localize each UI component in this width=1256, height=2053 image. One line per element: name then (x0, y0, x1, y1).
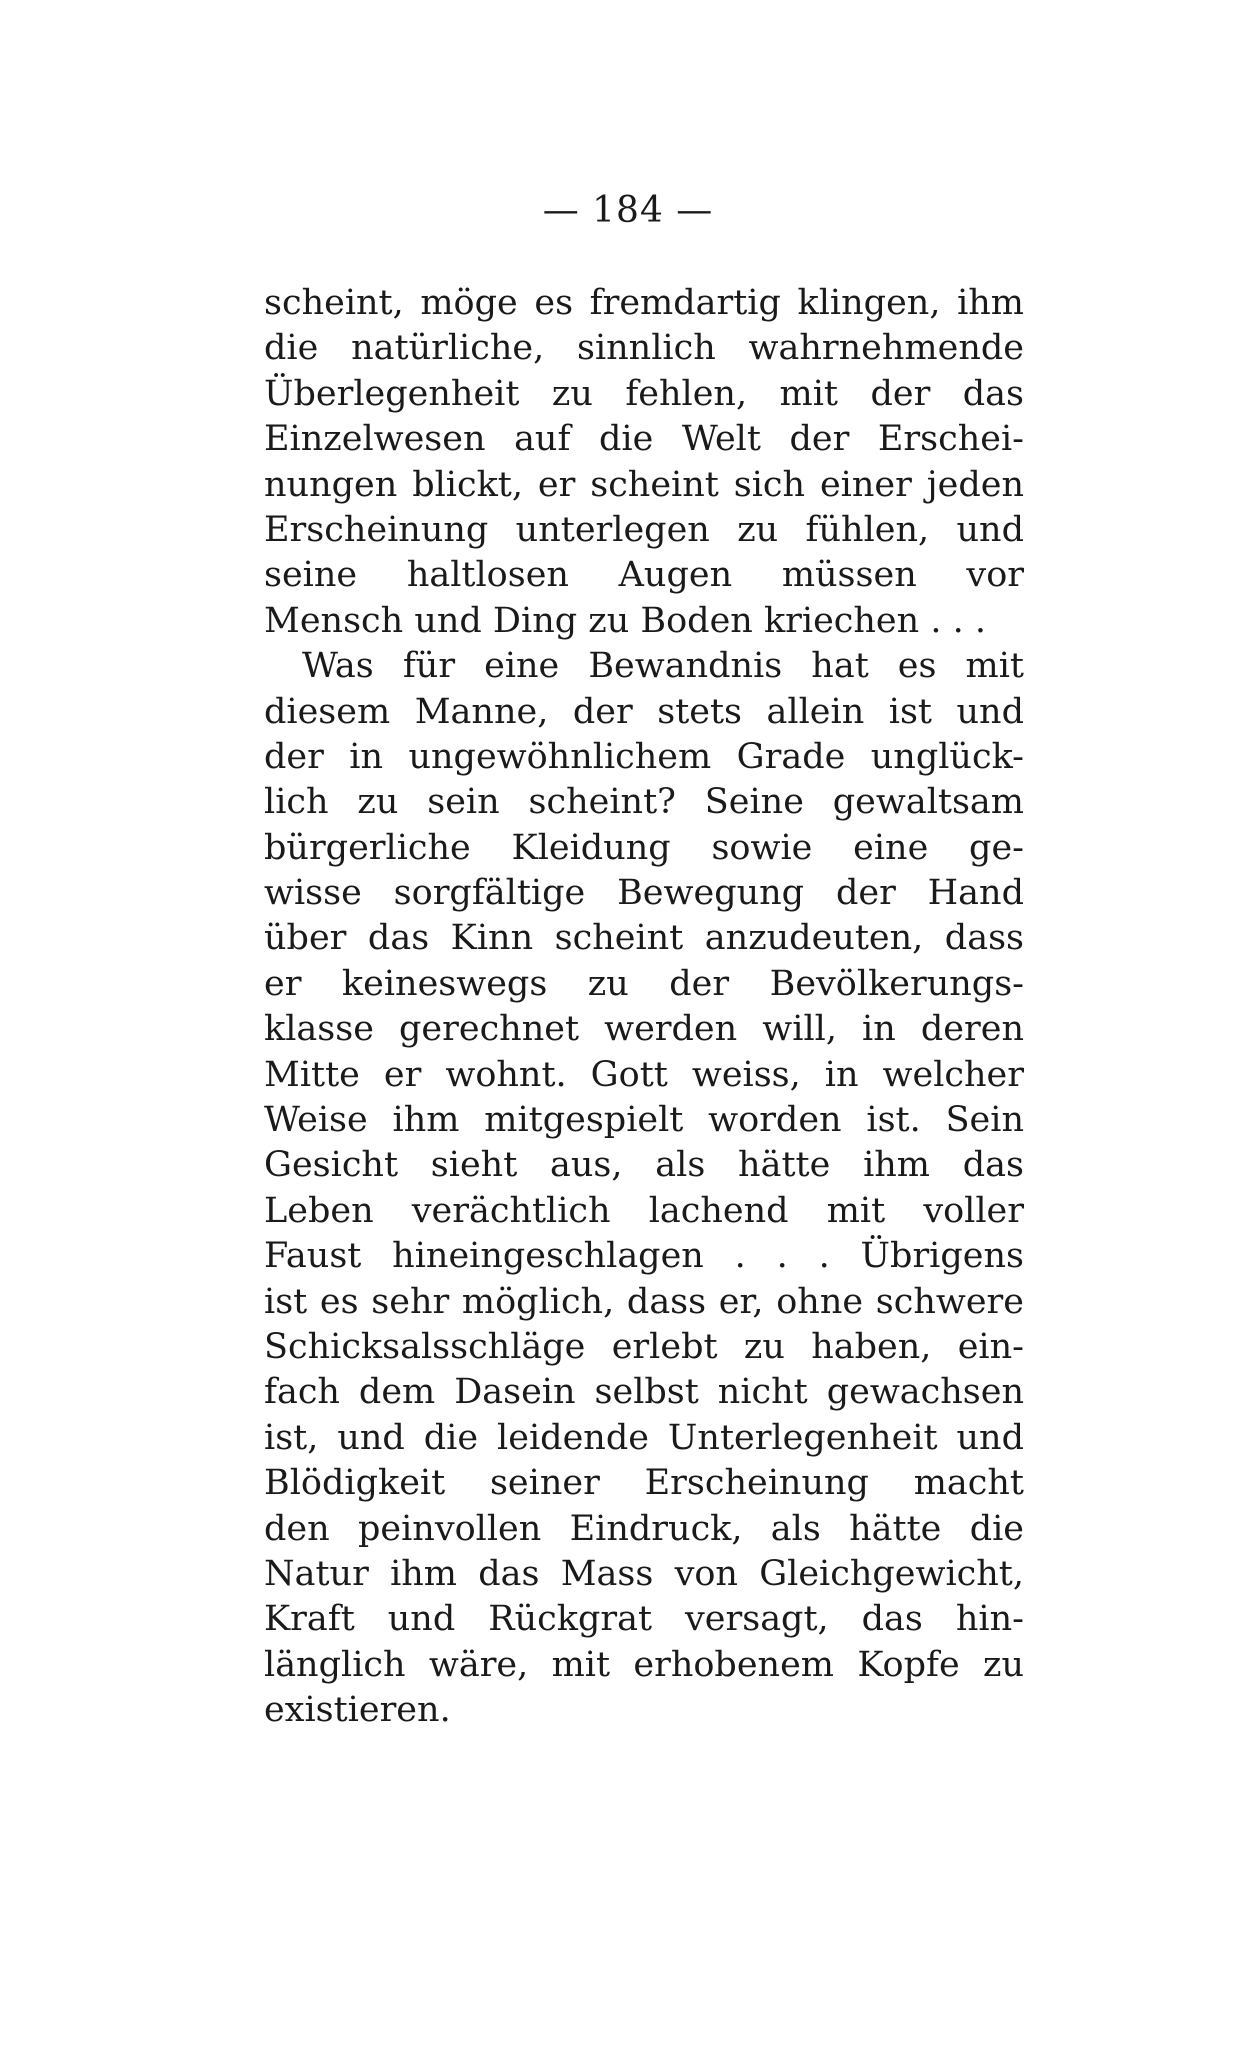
page-number: — 184 — (542, 190, 714, 231)
text-line: Überlegenheit zu fehlen, mit der das (264, 373, 1024, 414)
text-line: der in ungewöhnlichem Grade unglück- (264, 736, 1024, 777)
text-line: diesem Manne, der stets allein ist und (264, 691, 1024, 732)
text-line: wisse sorgfältige Bewegung der Hand (264, 873, 1024, 914)
paragraph-end-line: existieren. (264, 1690, 451, 1731)
text-line: Erscheinung unterlegen zu fühlen, und (264, 509, 1024, 550)
paragraph-end-line: Mensch und Ding zu Boden kriechen . . . (264, 600, 986, 641)
text-line: ist es sehr möglich, dass er, ohne schwere (264, 1281, 1024, 1322)
text-line: bürgerliche Kleidung sowie eine ge- (264, 827, 1024, 868)
text-line: Gesicht sieht aus, als hätte ihm das (264, 1145, 1024, 1186)
text-line: Faust hineingeschlagen . . . Übrigens (264, 1236, 1024, 1277)
text-line: Kraft und Rückgrat versagt, das hin- (264, 1599, 1024, 1640)
paragraph-start-line: Was für eine Bewandnis hat es mit (302, 646, 1024, 687)
text-line: Mitte er wohnt. Gott weiss, in welcher (264, 1054, 1024, 1095)
text-line: länglich wäre, mit erhobenem Kopfe zu (264, 1644, 1024, 1685)
text-line: Blödigkeit seiner Erscheinung macht (264, 1463, 1024, 1504)
text-line: er keineswegs zu der Bevölkerungs- (264, 963, 1024, 1004)
text-line: nungen blickt, er scheint sich einer jeden (264, 464, 1024, 505)
text-line: scheint, möge es fremdartig klingen, ihm (264, 283, 1024, 323)
text-line: Weise ihm mitgespielt worden ist. Sein (264, 1100, 1024, 1141)
text-line: Leben verächtlich lachend mit voller (264, 1190, 1024, 1231)
text-line: den peinvollen Eindruck, als hätte die (264, 1508, 1024, 1549)
text-line: Einzelwesen auf die Welt der Erschei- (264, 419, 1024, 460)
text-line: seine haltlosen Augen müssen vor (264, 555, 1024, 596)
text-line: Schicksalsschläge erlebt zu haben, ein- (264, 1326, 1024, 1367)
text-line: lich zu sein scheint? Seine gewaltsam (264, 782, 1024, 823)
text-line: klasse gerechnet werden will, in deren (264, 1009, 1024, 1050)
text-line: fach dem Dasein selbst nicht gewachsen (264, 1372, 1024, 1413)
text-line: Natur ihm das Mass von Gleichgewicht, (264, 1553, 1024, 1594)
text-line: ist, und die leidende Unterlegenheit und (264, 1417, 1024, 1458)
text-line: die natürliche, sinnlich wahrnehmende (264, 328, 1024, 369)
body-text (264, 281, 1024, 1734)
text-line: über das Kinn scheint anzudeuten, dass (264, 918, 1024, 959)
